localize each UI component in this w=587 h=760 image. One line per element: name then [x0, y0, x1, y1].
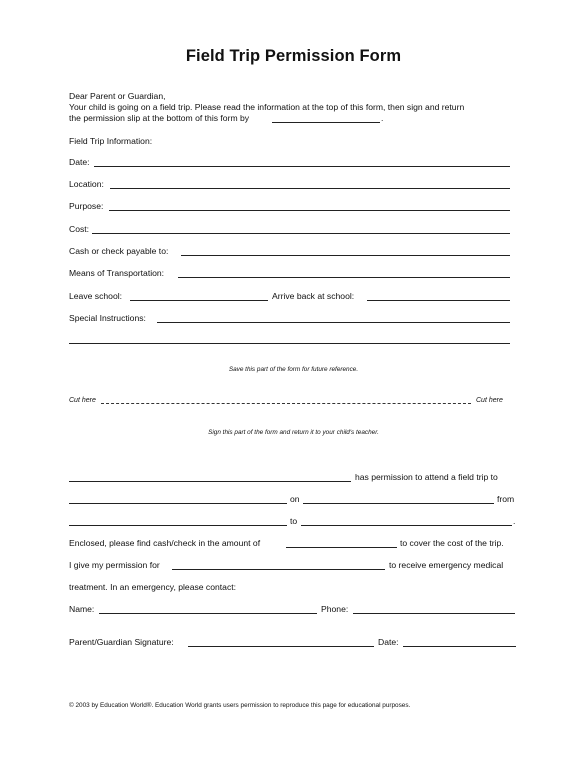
arrive-field[interactable]: [367, 300, 510, 301]
leave-label: Leave school:: [69, 291, 123, 301]
copyright-footer: © 2003 by Education World®. Education World grants users permission to reproduce this page for educational purposes.: [69, 702, 411, 709]
purpose-label: Purpose:: [69, 201, 104, 211]
location-field[interactable]: [110, 188, 510, 189]
permission-child-field[interactable]: [172, 569, 385, 570]
cut-here-right: Cut here: [476, 397, 503, 404]
payable-field[interactable]: [181, 255, 510, 256]
sign-note: Sign this part of the form and return it to your child's teacher.: [208, 429, 379, 436]
sign-date-label: Date:: [378, 637, 399, 647]
emergency-medical-text: to receive emergency medical: [389, 560, 504, 570]
to-text: to: [290, 516, 298, 526]
phone-label: Phone:: [321, 604, 349, 614]
transport-field[interactable]: [178, 277, 510, 278]
intro-line-2-period: .: [381, 113, 384, 123]
purpose-field[interactable]: [109, 210, 510, 211]
special-label: Special Instructions:: [69, 313, 146, 323]
contact-name-field[interactable]: [99, 613, 317, 614]
slip-period: .: [513, 516, 516, 526]
cost-label: Cost:: [69, 224, 90, 234]
special-field-line-2[interactable]: [69, 343, 510, 344]
has-permission-text: has permission to attend a field trip to: [355, 472, 498, 482]
date-field[interactable]: [94, 166, 510, 167]
amount-field[interactable]: [286, 547, 397, 548]
child-name-field[interactable]: [69, 481, 351, 482]
destination-field[interactable]: [69, 503, 287, 504]
from-time-field[interactable]: [69, 525, 287, 526]
special-field[interactable]: [157, 322, 510, 323]
greeting-text: Dear Parent or Guardian,: [69, 91, 166, 101]
return-by-date-field[interactable]: [272, 122, 380, 123]
treatment-text: treatment. In an emergency, please contact:: [69, 582, 237, 592]
date-label: Date:: [69, 157, 90, 167]
sign-date-field[interactable]: [403, 646, 516, 647]
give-permission-text: I give my permission for: [69, 560, 160, 570]
transport-label: Means of Transportation:: [69, 268, 165, 278]
trip-date-field[interactable]: [303, 503, 494, 504]
enclosed-text: Enclosed, please find cash/check in the amount of: [69, 538, 261, 548]
name-label: Name:: [69, 604, 95, 614]
cover-cost-text: to cover the cost of the trip.: [400, 538, 504, 548]
location-label: Location:: [69, 179, 104, 189]
leave-field[interactable]: [130, 300, 268, 301]
cut-here-left: Cut here: [69, 397, 96, 404]
intro-line-2: the permission slip at the bottom of this form by: [69, 113, 250, 123]
intro-line-1: Your child is going on a field trip. Please read the information at the top of this form, then sign and return: [69, 102, 465, 112]
info-heading: Field Trip Information:: [69, 136, 153, 146]
signature-field[interactable]: [188, 646, 374, 647]
arrive-label: Arrive back at school:: [272, 291, 355, 301]
cost-field[interactable]: [92, 233, 510, 234]
on-text: on: [290, 494, 300, 504]
page-title: Field Trip Permission Form: [185, 47, 402, 65]
contact-phone-field[interactable]: [353, 613, 515, 614]
save-note: Save this part of the form for future reference.: [228, 366, 359, 373]
cut-line: [101, 403, 471, 404]
payable-label: Cash or check payable to:: [69, 246, 169, 256]
signature-label: Parent/Guardian Signature:: [69, 637, 174, 647]
from-text: from: [497, 494, 515, 504]
to-time-field[interactable]: [301, 525, 512, 526]
